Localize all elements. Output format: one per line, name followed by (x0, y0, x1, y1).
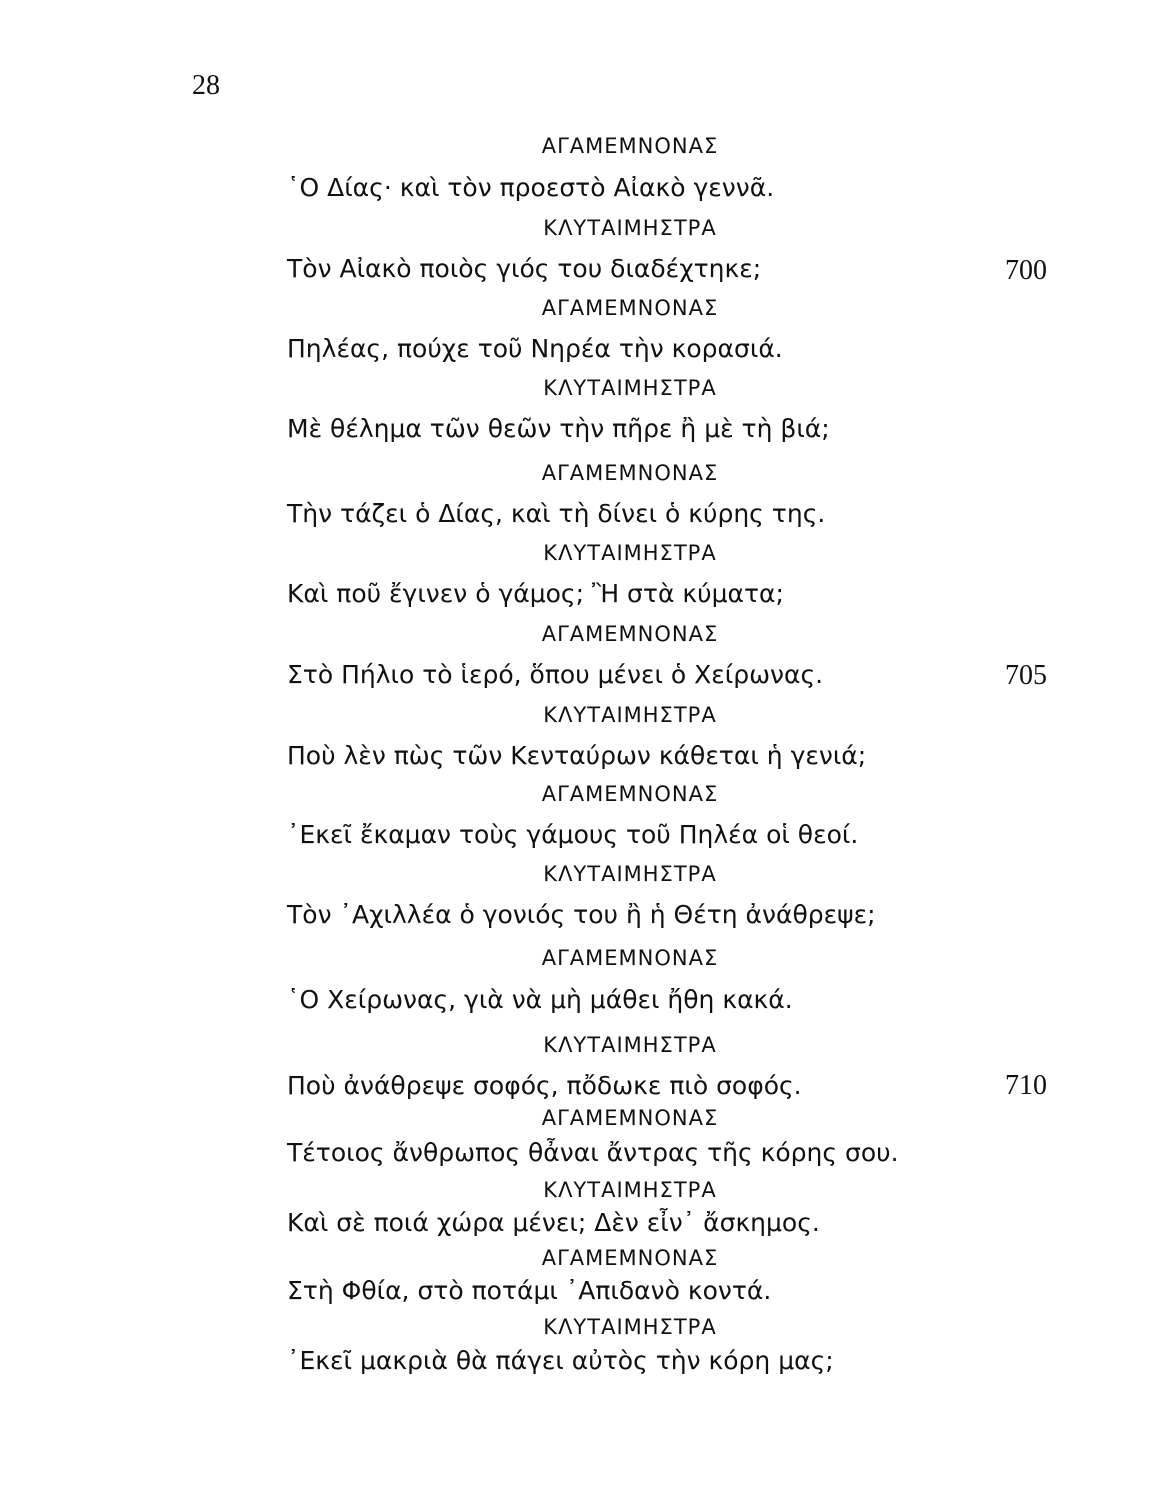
speaker-name: ΑΓΑΜΕΜΝΟΝΑΣ (541, 782, 719, 806)
speaker-name: ΚΛΥΤΑΙΜΗΣΤΡΑ (543, 216, 717, 240)
verse-line: Ποὺ ἀνάθρεψε σοφός, πὄδωκε πιὸ σοφός. (287, 1071, 802, 1100)
speaker-name: ΑΓΑΜΕΜΝΟΝΑΣ (541, 1246, 719, 1270)
speaker-name: ΚΛΥΤΑΙΜΗΣΤΡΑ (543, 1315, 717, 1339)
verse-line: Ποὺ λὲν πὼς τῶν Κενταύρων κάθεται ἡ γενιά; (287, 741, 867, 770)
verse-line: Μὲ θέλημα τῶν θεῶν τὴν πῆρε ἢ μὲ τὴ βιά; (287, 414, 830, 443)
verse-line: ᾿Εκεῖ ἔκαμαν τοὺς γάμους τοῦ Πηλέα οἱ θεοί. (287, 820, 859, 849)
speaker-name: ΑΓΑΜΕΜΝΟΝΑΣ (541, 1106, 719, 1130)
verse-line: Στὸ Πήλιο τὸ ἱερό, ὅπου μένει ὁ Χείρωνας. (287, 660, 824, 689)
speaker-name: ΑΓΑΜΕΜΝΟΝΑΣ (541, 134, 719, 158)
speaker-name: ΚΛΥΤΑΙΜΗΣΤΡΑ (543, 541, 717, 565)
speaker-name: ΚΛΥΤΑΙΜΗΣΤΡΑ (543, 862, 717, 886)
verse-line: ῾Ο Χείρωνας, γιὰ νὰ μὴ μάθει ἤθη κακά. (287, 985, 793, 1014)
verse-line: Καὶ ποῦ ἔγινεν ὁ γάμος; Ἢ στὰ κύματα; (287, 579, 784, 608)
speaker-name: ΑΓΑΜΕΜΝΟΝΑΣ (541, 946, 719, 970)
verse-line: Τέτοιος ἄνθρωπος θἆναι ἄντρας τῆς κόρης σου. (287, 1138, 899, 1167)
line-number: 710 (1005, 1070, 1047, 1101)
speaker-name: ΚΛΥΤΑΙΜΗΣΤΡΑ (543, 1178, 717, 1202)
line-number: 700 (1005, 255, 1047, 286)
speaker-name: ΑΓΑΜΕΜΝΟΝΑΣ (541, 296, 719, 320)
page-number: 28 (192, 70, 220, 101)
verse-line: ᾿Εκεῖ μακριὰ θὰ πάγει αὐτὸς τὴν κόρη μας; (287, 1346, 834, 1375)
speaker-name: ΚΛΥΤΑΙΜΗΣΤΡΑ (543, 703, 717, 727)
verse-line: ῾Ο Δίας· καὶ τὸν προεστὸ Αἰακὸ γεννᾶ. (287, 173, 775, 202)
line-number: 705 (1005, 660, 1047, 691)
verse-line: Τὸν ᾿Αχιλλέα ὁ γονιός του ἢ ἡ Θέτη ἀνάθρεψε; (287, 900, 876, 929)
verse-line: Τὸν Αἰακὸ ποιὸς γιός του διαδέχτηκε; (287, 254, 762, 283)
speaker-name: ΚΛΥΤΑΙΜΗΣΤΡΑ (543, 1033, 717, 1057)
verse-line: Πηλέας, πούχε τοῦ Νηρέα τὴν κορασιά. (287, 334, 783, 363)
speaker-name: ΑΓΑΜΕΜΝΟΝΑΣ (541, 622, 719, 646)
speaker-name: ΚΛΥΤΑΙΜΗΣΤΡΑ (543, 376, 717, 400)
verse-line: Στὴ Φθία, στὸ ποτάμι ᾿Απιδανὸ κοντά. (287, 1276, 772, 1305)
verse-line: Καὶ σὲ ποιά χώρα μένει; Δὲν εἶν᾿ ἄσκημος. (287, 1208, 820, 1237)
speaker-name: ΑΓΑΜΕΜΝΟΝΑΣ (541, 461, 719, 485)
verse-line: Τὴν τάζει ὁ Δίας, καὶ τὴ δίνει ὁ κύρης της. (287, 499, 826, 528)
